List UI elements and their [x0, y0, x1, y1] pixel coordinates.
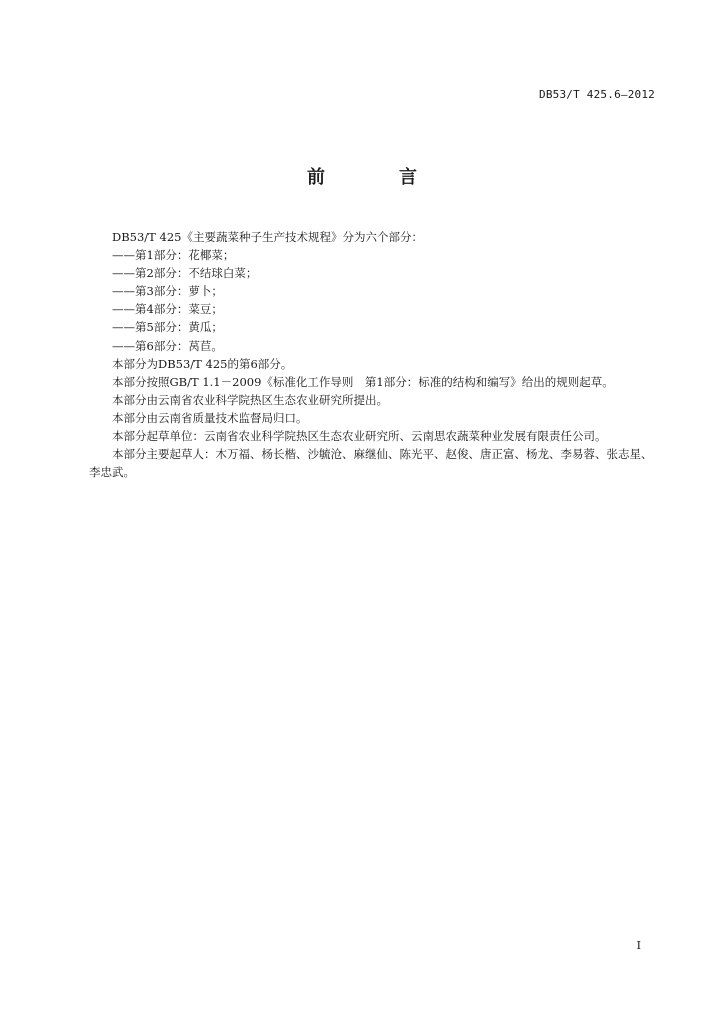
- administrator: 本部分由云南省质量技术监督局归口。: [112, 410, 308, 425]
- page-number: I: [636, 939, 641, 952]
- part-list-item: ——第2部分：不结球白菜；: [112, 266, 258, 281]
- part-list-item: ——第4部分：菜豆；: [112, 302, 223, 317]
- part-list-item: ——第3部分：萝卜；: [112, 284, 223, 299]
- drafters: 本部分主要起草人：木万福、杨长楷、沙毓沧、麻继仙、陈光平、赵俊、唐正富、杨龙、李易蓉、张志星、李忠武。: [89, 447, 653, 480]
- page-title: 前 言: [307, 167, 445, 188]
- proposer: 本部分由云南省农业科学院热区生态农业研究所提出。: [112, 392, 388, 407]
- drafting-rules: 本部分按照GB/T 1.1－2009《标准化工作导则 第1部分：标准的结构和编写》给出的规则起草。: [112, 374, 614, 389]
- part-list-item: ——第5部分：黄瓜；: [112, 320, 223, 335]
- intro-paragraph: DB53/T 425《主要蔬菜种子生产技术规程》分为六个部分：: [112, 230, 423, 244]
- part-statement: 本部分为DB53/T 425的第6部分。: [112, 356, 293, 371]
- part-list-item: ——第1部分：花椰菜；: [112, 248, 235, 263]
- foreword-body: [89, 228, 661, 481]
- standard-code: DB53/T 425.6—2012: [539, 88, 655, 101]
- drafting-units: 本部分起草单位：云南省农业科学院热区生态农业研究所、云南思农蔬菜种业发展有限责任公司。: [112, 429, 607, 444]
- part-list-item: ——第6部分：莴苣。: [112, 338, 223, 353]
